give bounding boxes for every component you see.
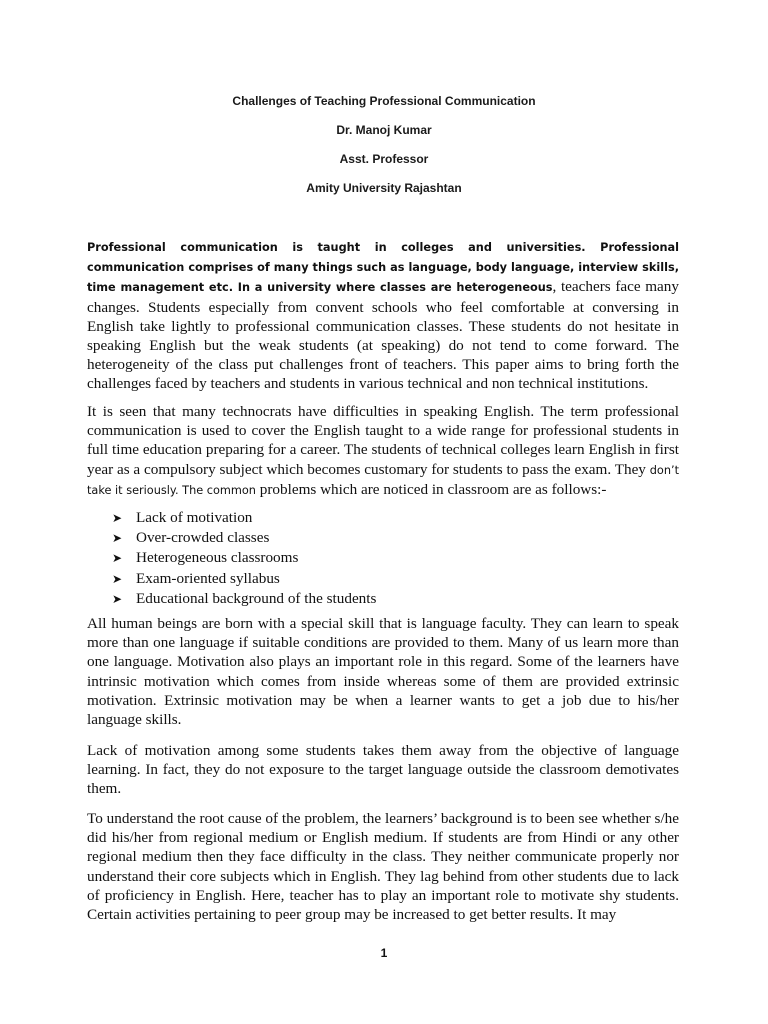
bullet-text: Over-crowded classes <box>136 529 270 547</box>
institution-name: Amity University Rajashtan <box>306 181 462 195</box>
bullet-text: Educational background of the students <box>136 589 377 607</box>
paragraph-intro <box>87 402 679 500</box>
paragraph-motivation: All human beings are born with a special skill that is language faculty. They can learn to speak more than one language if suitable conditions are provided to them. Many of us learn more than one language. Motivation also plays an important role in this regard. Some of the learners have intrinsic motivation which comes from inside whereas some of them are provided extrinsic motivation. Extrinsic motivation may be when a learner wants to get a job due to his/her language skills. <box>87 615 679 729</box>
arrow-bullet-icon: ➤ <box>112 531 123 546</box>
list-item <box>112 528 376 548</box>
paragraph-lack-of-motivation: Lack of motivation among some students takes them away from the objective of language learning. In fact, they do not exposure to the target language outside the classroom demotivates them. <box>87 742 679 798</box>
paragraph-root-cause: To understand the root cause of the problem, the learners’ background is to been see whether s/he did his/her from regional medium or English medium. If students are from Hindi or any other regional medium then they face difficulty in the class. They neither communicate properly nor understand their core subjects which in English. They lag behind from other students due to lack of proficiency in English. Here, teacher has to play an important role to motivate shy students. Certain activities pertaining to peer group may be increased to get better results. It may <box>87 810 679 924</box>
list-item <box>112 589 376 609</box>
paragraph-abstract <box>87 237 679 394</box>
intro-serif-start: It is seen that many technocrats have difficulties in speaking English. The term professional communication is used to cover the English taught to a wide range for professional students in full time education preparing for a career. The students of technical colleges learn English in first year as a compulsory subject which becomes customary for students to pass the exam. They <box>87 403 679 478</box>
abstract-sans-mid: In a university where classes are heterogeneous <box>232 281 553 295</box>
arrow-bullet-icon: ➤ <box>112 591 123 606</box>
bullet-text: Exam-oriented syllabus <box>136 569 280 587</box>
arrow-bullet-icon: ➤ <box>112 511 123 525</box>
list-item <box>112 548 376 568</box>
arrow-bullet-icon: ➤ <box>112 571 123 586</box>
problems-bullet-list <box>112 508 376 609</box>
bullet-text: Lack of motivation <box>136 509 253 526</box>
document-title: Challenges of Teaching Professional Communication <box>232 94 536 108</box>
list-item <box>112 508 376 528</box>
bullet-text: Heterogeneous classrooms <box>136 549 299 567</box>
intro-serif-end: problems which are noticed in classroom are as follows:- <box>255 480 607 498</box>
author-name: Dr. Manoj Kumar <box>336 123 432 137</box>
abstract-sans-lead: Professional communication is taught in colleges and universities. Professional communication comprises of many things such as language, body language, interview skills, time management etc. <box>87 241 679 295</box>
arrow-bullet-icon: ➤ <box>112 551 123 566</box>
intro-sans-phrase: don’t take it seriously. The common <box>87 463 679 497</box>
page-number: 1 <box>380 946 388 960</box>
list-item <box>112 569 376 589</box>
author-position: Asst. Professor <box>339 152 429 166</box>
abstract-serif-rest: , teachers face many changes. Students especially from convent schools who feel comfortable at conversing in English take lightly to professional communication classes. These students do not hesitate in speaking English but the weak students (at speaking) do not tend to come forward. The heterogeneity of the class put challenges front of teachers. This paper aims to bring forth the challenges faced by teachers and students in various technical and non technical institutions. <box>87 278 679 393</box>
